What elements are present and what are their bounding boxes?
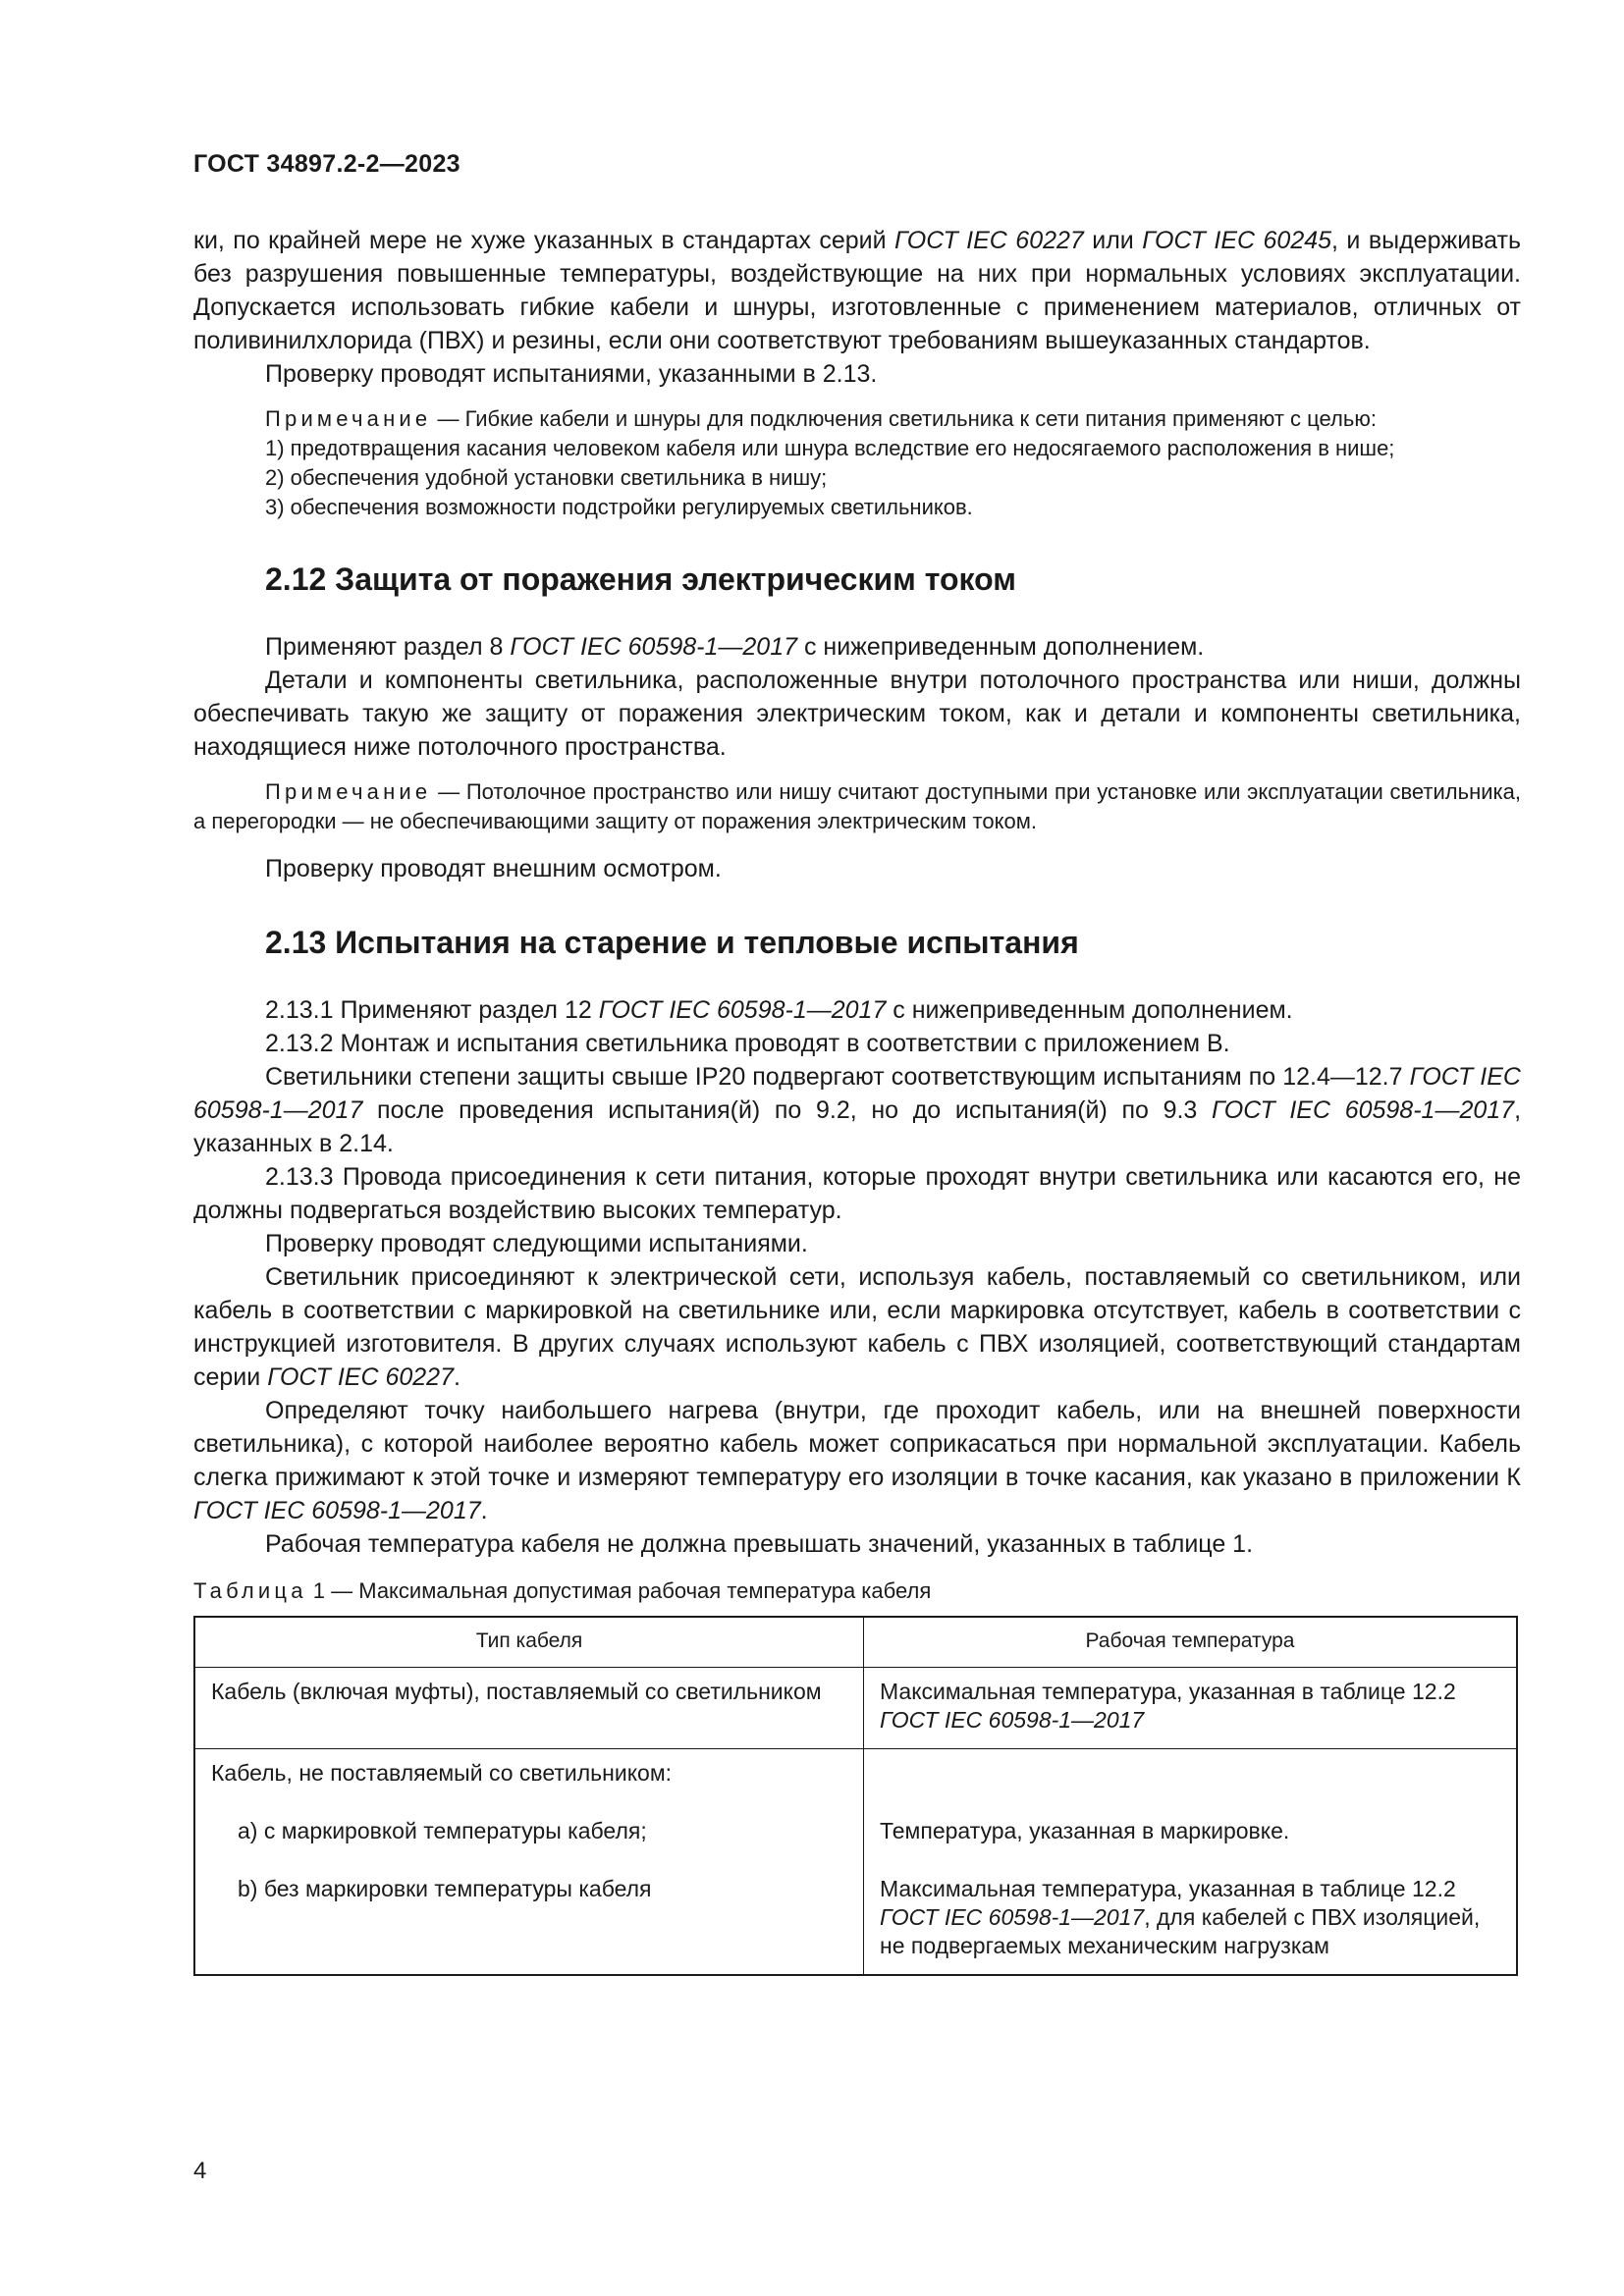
standard-ref: ГОСТ IEC 60598-1—2017 bbox=[598, 996, 887, 1024]
paragraph: Определяют точку наибольшего нагрева (внутри, где проходит кабель, или на внешней поверхности светильника), с которой наиболее вероятно кабель может соприкасаться при нормальной эксплуатации. Кабель слегка прижимают к этой точке и измеряют температуру его изоляции в точке касания, как указано в приложении К ГОСТ IEC 60598-1—2017. bbox=[193, 1397, 1521, 1524]
standard-ref: ГОСТ IEC 60598-1—2017 bbox=[880, 1904, 1145, 1930]
standard-ref: ГОСТ IEC 60227 bbox=[267, 1363, 454, 1391]
page-number: 4 bbox=[193, 2158, 207, 2184]
standard-ref: ГОСТ IEC 60598-1—2017 bbox=[193, 1497, 481, 1524]
paragraph: 2.13.2 Монтаж и испытания светильника проводят в соответствии с приложением В. bbox=[265, 1030, 1230, 1057]
column-header-cable-type: Тип кабеля bbox=[194, 1617, 864, 1668]
paragraph: Рабочая температура кабеля не должна превышать значений, указанных в таблице 1. bbox=[265, 1530, 1254, 1558]
note: Примечание — Потолочное пространство или нишу считают доступными при установке или эксплуатации светильника, а перегородки — не обеспечивающими защиту от поражения электрическим током. bbox=[193, 779, 1521, 833]
cable-temperature-table bbox=[193, 1616, 1518, 1976]
table-caption: Таблица 1 — Максимальная допустимая рабочая температура кабеля bbox=[193, 1578, 932, 1603]
note-label: Примечание bbox=[265, 406, 432, 431]
standard-ref: ГОСТ IEC 60598-1—2017 bbox=[1212, 1096, 1515, 1124]
section-heading: 2.13 Испытания на старение и тепловые испытания bbox=[265, 925, 1079, 960]
standard-ref: ГОСТ IEC 60245 bbox=[1142, 227, 1332, 254]
document-body bbox=[193, 224, 1521, 1976]
table-cell: Максимальная температура, указанная в таблице 12.2 ГОСТ IEC 60598-1—2017 bbox=[864, 1668, 1518, 1749]
paragraph: Проверку проводят следующими испытаниями. bbox=[265, 1230, 808, 1257]
paragraph: 2.13.3 Провода присоединения к сети питания, которые проходят внутри светильника или касаются его, не должны подвергаться воздействию высоких температур. bbox=[193, 1163, 1521, 1224]
standard-ref: ГОСТ IEC 60598-1—2017 bbox=[510, 633, 797, 661]
paragraph: 2.13.1 Применяют раздел 12 ГОСТ IEC 60598-1—2017 с нижеприведенным дополнением. bbox=[265, 996, 1293, 1024]
note: Примечание — Гибкие кабели и шнуры для подключения светильника к сети питания применяют с целью: bbox=[265, 406, 1377, 431]
paragraph: Детали и компоненты светильника, расположенные внутри потолочного пространства или ниши, должны обеспечивать такую же защиту от поражения электрическим током, как и детали и компоненты светильника, находящиеся ниже потолочного пространства. bbox=[193, 667, 1521, 761]
standard-ref: ГОСТ IEC 60598-1—2017 bbox=[193, 1063, 1521, 1124]
table-cell: Кабель (включая муфты), поставляемый со светильником bbox=[194, 1668, 864, 1749]
paragraph: Проверку проводят внешним осмотром. bbox=[265, 855, 722, 882]
standard-ref: ГОСТ IEC 60227 bbox=[894, 227, 1084, 254]
standard-ref: ГОСТ IEC 60598-1—2017 bbox=[880, 1707, 1145, 1733]
section-heading: 2.12 Защита от поражения электрическим током bbox=[265, 561, 1016, 597]
note-item: 2) обеспечения удобной установки светильника в нишу; bbox=[265, 465, 828, 490]
paragraph: Применяют раздел 8 ГОСТ IEC 60598-1—2017 с нижеприведенным дополнением. bbox=[265, 633, 1205, 661]
table-cell: Температура, указанная в маркировке. Максимальная температура, указанная в таблице 12.2 ГОСТ IEC 60598-1—2017, для кабелей с ПВХ изоляцией, не подвергаемых механическим нагрузкам bbox=[864, 1749, 1518, 1976]
table-caption-label: Таблица bbox=[193, 1578, 307, 1603]
table-cell: Кабель, не поставляемый со светильником: a) с маркировкой температуры кабеля; b) без маркировки температуры кабеля bbox=[194, 1749, 864, 1976]
table-header-row bbox=[194, 1617, 1517, 1668]
paragraph: Проверку проводят испытаниями, указанными в 2.13. bbox=[265, 360, 878, 388]
paragraph: ки, по крайней мере не хуже указанных в стандартах серий ГОСТ IEC 60227 или ГОСТ IEC 60245, и выдерживать без разрушения повышенные температуры, воздействующие на них при нормальных условиях эксплуатации. Допускается использовать гибкие кабели и шнуры, изготовленные с применением материалов, отличных от поливинилхлорида (ПВХ) и резины, если они соответствуют требованиям вышеуказанных стандартов. bbox=[193, 227, 1521, 354]
paragraph: Светильники степени защиты свыше IP20 подвергают соответствующим испытаниям по 12.4—12.7 ГОСТ IEC 60598-1—2017 после проведения испытания(й) по 9.2, но до испытания(й) по 9.3 ГОСТ IEC 60598-1—2017, указанных в 2.14. bbox=[193, 1063, 1522, 1157]
table-row bbox=[194, 1749, 1517, 1976]
note-item: 3) обеспечения возможности подстройки регулируемых светильников. bbox=[265, 495, 973, 519]
paragraph: Светильник присоединяют к электрической сети, используя кабель, поставляемый со светильником, или кабель в соответствии с маркировкой на светильнике или, если маркировка отсутствует, кабель в соответствии с инструкцией изготовителя. В других случаях используют кабель с ПВХ изоляцией, соответствующий стандартам серии ГОСТ IEC 60227. bbox=[193, 1263, 1521, 1391]
column-header-operating-temperature: Рабочая температура bbox=[864, 1617, 1518, 1668]
document-header: ГОСТ 34897.2-2—2023 bbox=[193, 150, 460, 178]
note-label: Примечание bbox=[265, 779, 432, 804]
note-item: 1) предотвращения касания человеком кабеля или шнура вследствие его недосягаемого расположения в нише; bbox=[265, 436, 1395, 460]
table-row bbox=[194, 1668, 1517, 1749]
